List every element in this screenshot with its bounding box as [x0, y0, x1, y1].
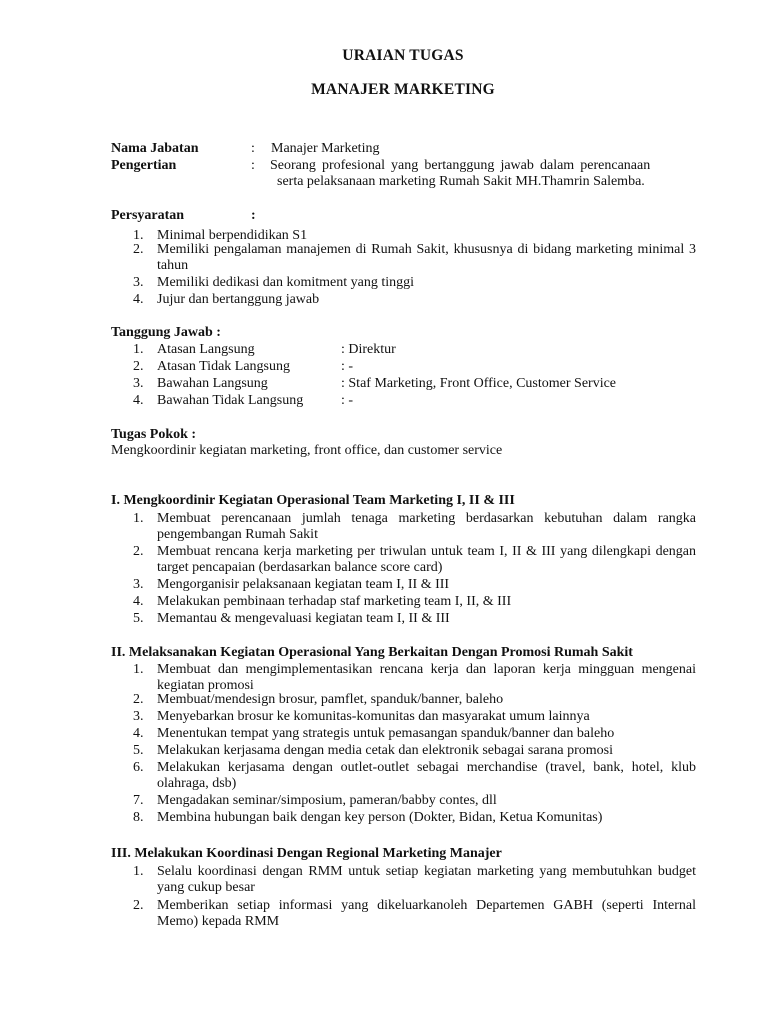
section-1-heading: I. Mengkoordinir Kegiatan Operasional Team Marketing I, II & III: [111, 493, 515, 508]
list-item-number: 1.: [133, 228, 144, 243]
list-item-text: Mengadakan seminar/simposium, pameran/babby contes, dll: [157, 793, 497, 808]
list-item: [0, 743, 768, 759]
list-item: [0, 292, 768, 308]
list-item-text: Membina hubungan baik dengan key person (Dokter, Bidan, Ketua Komunitas): [157, 810, 603, 825]
nama-jabatan-label: Nama Jabatan: [111, 141, 199, 156]
list-item-text: Memiliki pengalaman manajemen di Rumah Sakit, khususnya di bidang marketing minimal 3 tahun: [157, 242, 696, 273]
list-item-number: 2.: [133, 898, 144, 913]
list-item-text: Memberikan setiap informasi yang dikeluarkanoleh Departemen GABH (seperti Internal Memo) kepada RMM: [157, 898, 696, 929]
list-item: [0, 242, 768, 274]
tanggung-jawab-item-value: : -: [341, 393, 354, 408]
tanggung-jawab-item-label: Atasan Langsung: [157, 342, 255, 357]
pengertian-line-2: serta pelaksanaan marketing Rumah Sakit MH.Thamrin Salemba.: [277, 174, 645, 189]
list-item-text: Membuat rencana kerja marketing per triwulan untuk team I, II & III yang dilengkapi dengan target pencapaian (berdasarkan balance score card): [157, 544, 696, 575]
tanggung-jawab-item-value: : -: [341, 359, 354, 374]
list-item-number: 8.: [133, 810, 144, 825]
list-item-number: 4.: [133, 292, 144, 307]
section-3-list: [0, 864, 768, 930]
list-item-text: Memiliki dedikasi dan komitment yang tinggi: [157, 275, 415, 290]
tanggung-jawab-item-value: : Direktur: [341, 342, 396, 357]
nama-jabatan-colon: :: [251, 141, 255, 156]
list-item-text: Selalu koordinasi dengan RMM untuk setiap kegiatan marketing yang membutuhkan budget yang cukup besar: [157, 864, 696, 895]
tugas-pokok-label: Tugas Pokok :: [111, 427, 197, 442]
tanggung-jawab-item-label: Bawahan Langsung: [157, 376, 268, 391]
list-item-text: Melakukan kerjasama dengan media cetak dan elektronik sebagai sarana promosi: [157, 743, 613, 758]
document-title: URAIAN TUGAS: [342, 47, 464, 64]
list-item-number: 1.: [133, 511, 144, 526]
list-item: [0, 611, 768, 627]
list-item: [0, 726, 768, 742]
tanggung-jawab-item-label: Bawahan Tidak Langsung: [157, 393, 304, 408]
list-item-number: 5.: [133, 743, 144, 758]
list-item: [0, 692, 768, 708]
section-3-heading: III. Melakukan Koordinasi Dengan Regional Marketing Manajer: [111, 846, 502, 861]
list-item: [0, 594, 768, 610]
list-item-text: Membuat perencanaan jumlah tenaga marketing berdasarkan kebutuhan dalam rangka pengembangan Rumah Sakit: [157, 511, 696, 542]
list-item-number: 1.: [133, 662, 144, 677]
list-item: [0, 864, 768, 896]
persyaratan-colon: :: [251, 208, 256, 223]
section-2-heading: II. Melaksanakan Kegiatan Operasional Yang Berkaitan Dengan Promosi Rumah Sakit: [111, 645, 633, 660]
list-item-number: 2.: [133, 544, 144, 559]
list-item-number: 3.: [133, 275, 144, 290]
tugas-pokok-text: Mengkoordinir kegiatan marketing, front office, dan customer service: [111, 443, 503, 458]
list-item-text: Minimal berpendidikan S1: [157, 228, 308, 243]
list-item: [0, 662, 768, 694]
tanggung-jawab-label: Tanggung Jawab :: [111, 325, 221, 340]
tanggung-jawab-number: 3.: [133, 376, 144, 391]
list-item: [0, 793, 768, 809]
list-item: [0, 760, 768, 792]
list-item-number: 3.: [133, 577, 144, 592]
list-item-number: 7.: [133, 793, 144, 808]
list-item-number: 2.: [133, 242, 144, 257]
persyaratan-label: Persyaratan: [111, 208, 185, 223]
list-item-text: Memantau & mengevaluasi kegiatan team I, II & III: [157, 611, 450, 626]
list-item: [0, 898, 768, 930]
persyaratan-list: [0, 228, 768, 308]
list-item-text: Melakukan pembinaan terhadap staf marketing team I, II, & III: [157, 594, 512, 609]
list-item-text: Mengorganisir pelaksanaan kegiatan team I, II & III: [157, 577, 450, 592]
list-item-number: 6.: [133, 760, 144, 775]
list-item: [0, 577, 768, 593]
list-item-number: 5.: [133, 611, 144, 626]
tanggung-jawab-item-value: : Staf Marketing, Front Office, Customer Service: [341, 376, 617, 391]
list-item-text: Melakukan kerjasama dengan outlet-outlet sebagai merchandise (travel, bank, hotel, klub olahraga, dsb): [157, 760, 696, 791]
list-item-number: 4.: [133, 726, 144, 741]
section-1-list: [0, 511, 768, 627]
list-item-text: Jujur dan bertanggung jawab: [157, 292, 320, 307]
list-item: [0, 810, 768, 826]
list-item-number: 3.: [133, 709, 144, 724]
list-item-number: 4.: [133, 594, 144, 609]
nama-jabatan-value: Manajer Marketing: [271, 141, 380, 156]
document-subtitle: MANAJER MARKETING: [311, 81, 495, 98]
list-item-number: 1.: [133, 864, 144, 879]
tanggung-jawab-number: 4.: [133, 393, 144, 408]
list-item-text: Membuat/mendesign brosur, pamflet, spanduk/banner, baleho: [157, 692, 504, 707]
pengertian-label: Pengertian: [111, 158, 177, 173]
tanggung-jawab-item-label: Atasan Tidak Langsung: [157, 359, 290, 374]
pengertian-line-1: Seorang profesional yang bertanggung jawab dalam perencanaan: [270, 158, 651, 173]
list-item: [0, 544, 768, 576]
list-item-text: Menyebarkan brosur ke komunitas-komunitas dan masyarakat umum lainnya: [157, 709, 590, 724]
list-item-text: Membuat dan mengimplementasikan rencana kerja dan laporan kerja mingguan mengenai kegiatan promosi: [157, 662, 696, 693]
tanggung-jawab-number: 2.: [133, 359, 144, 374]
tanggung-jawab-number: 1.: [133, 342, 144, 357]
section-2-list: [0, 662, 768, 826]
list-item: [0, 275, 768, 291]
list-item-text: Menentukan tempat yang strategis untuk pemasangan spanduk/banner dan baleho: [157, 726, 615, 741]
list-item: [0, 511, 768, 543]
pengertian-colon: :: [251, 158, 255, 173]
list-item-number: 2.: [133, 692, 144, 707]
list-item: [0, 709, 768, 725]
